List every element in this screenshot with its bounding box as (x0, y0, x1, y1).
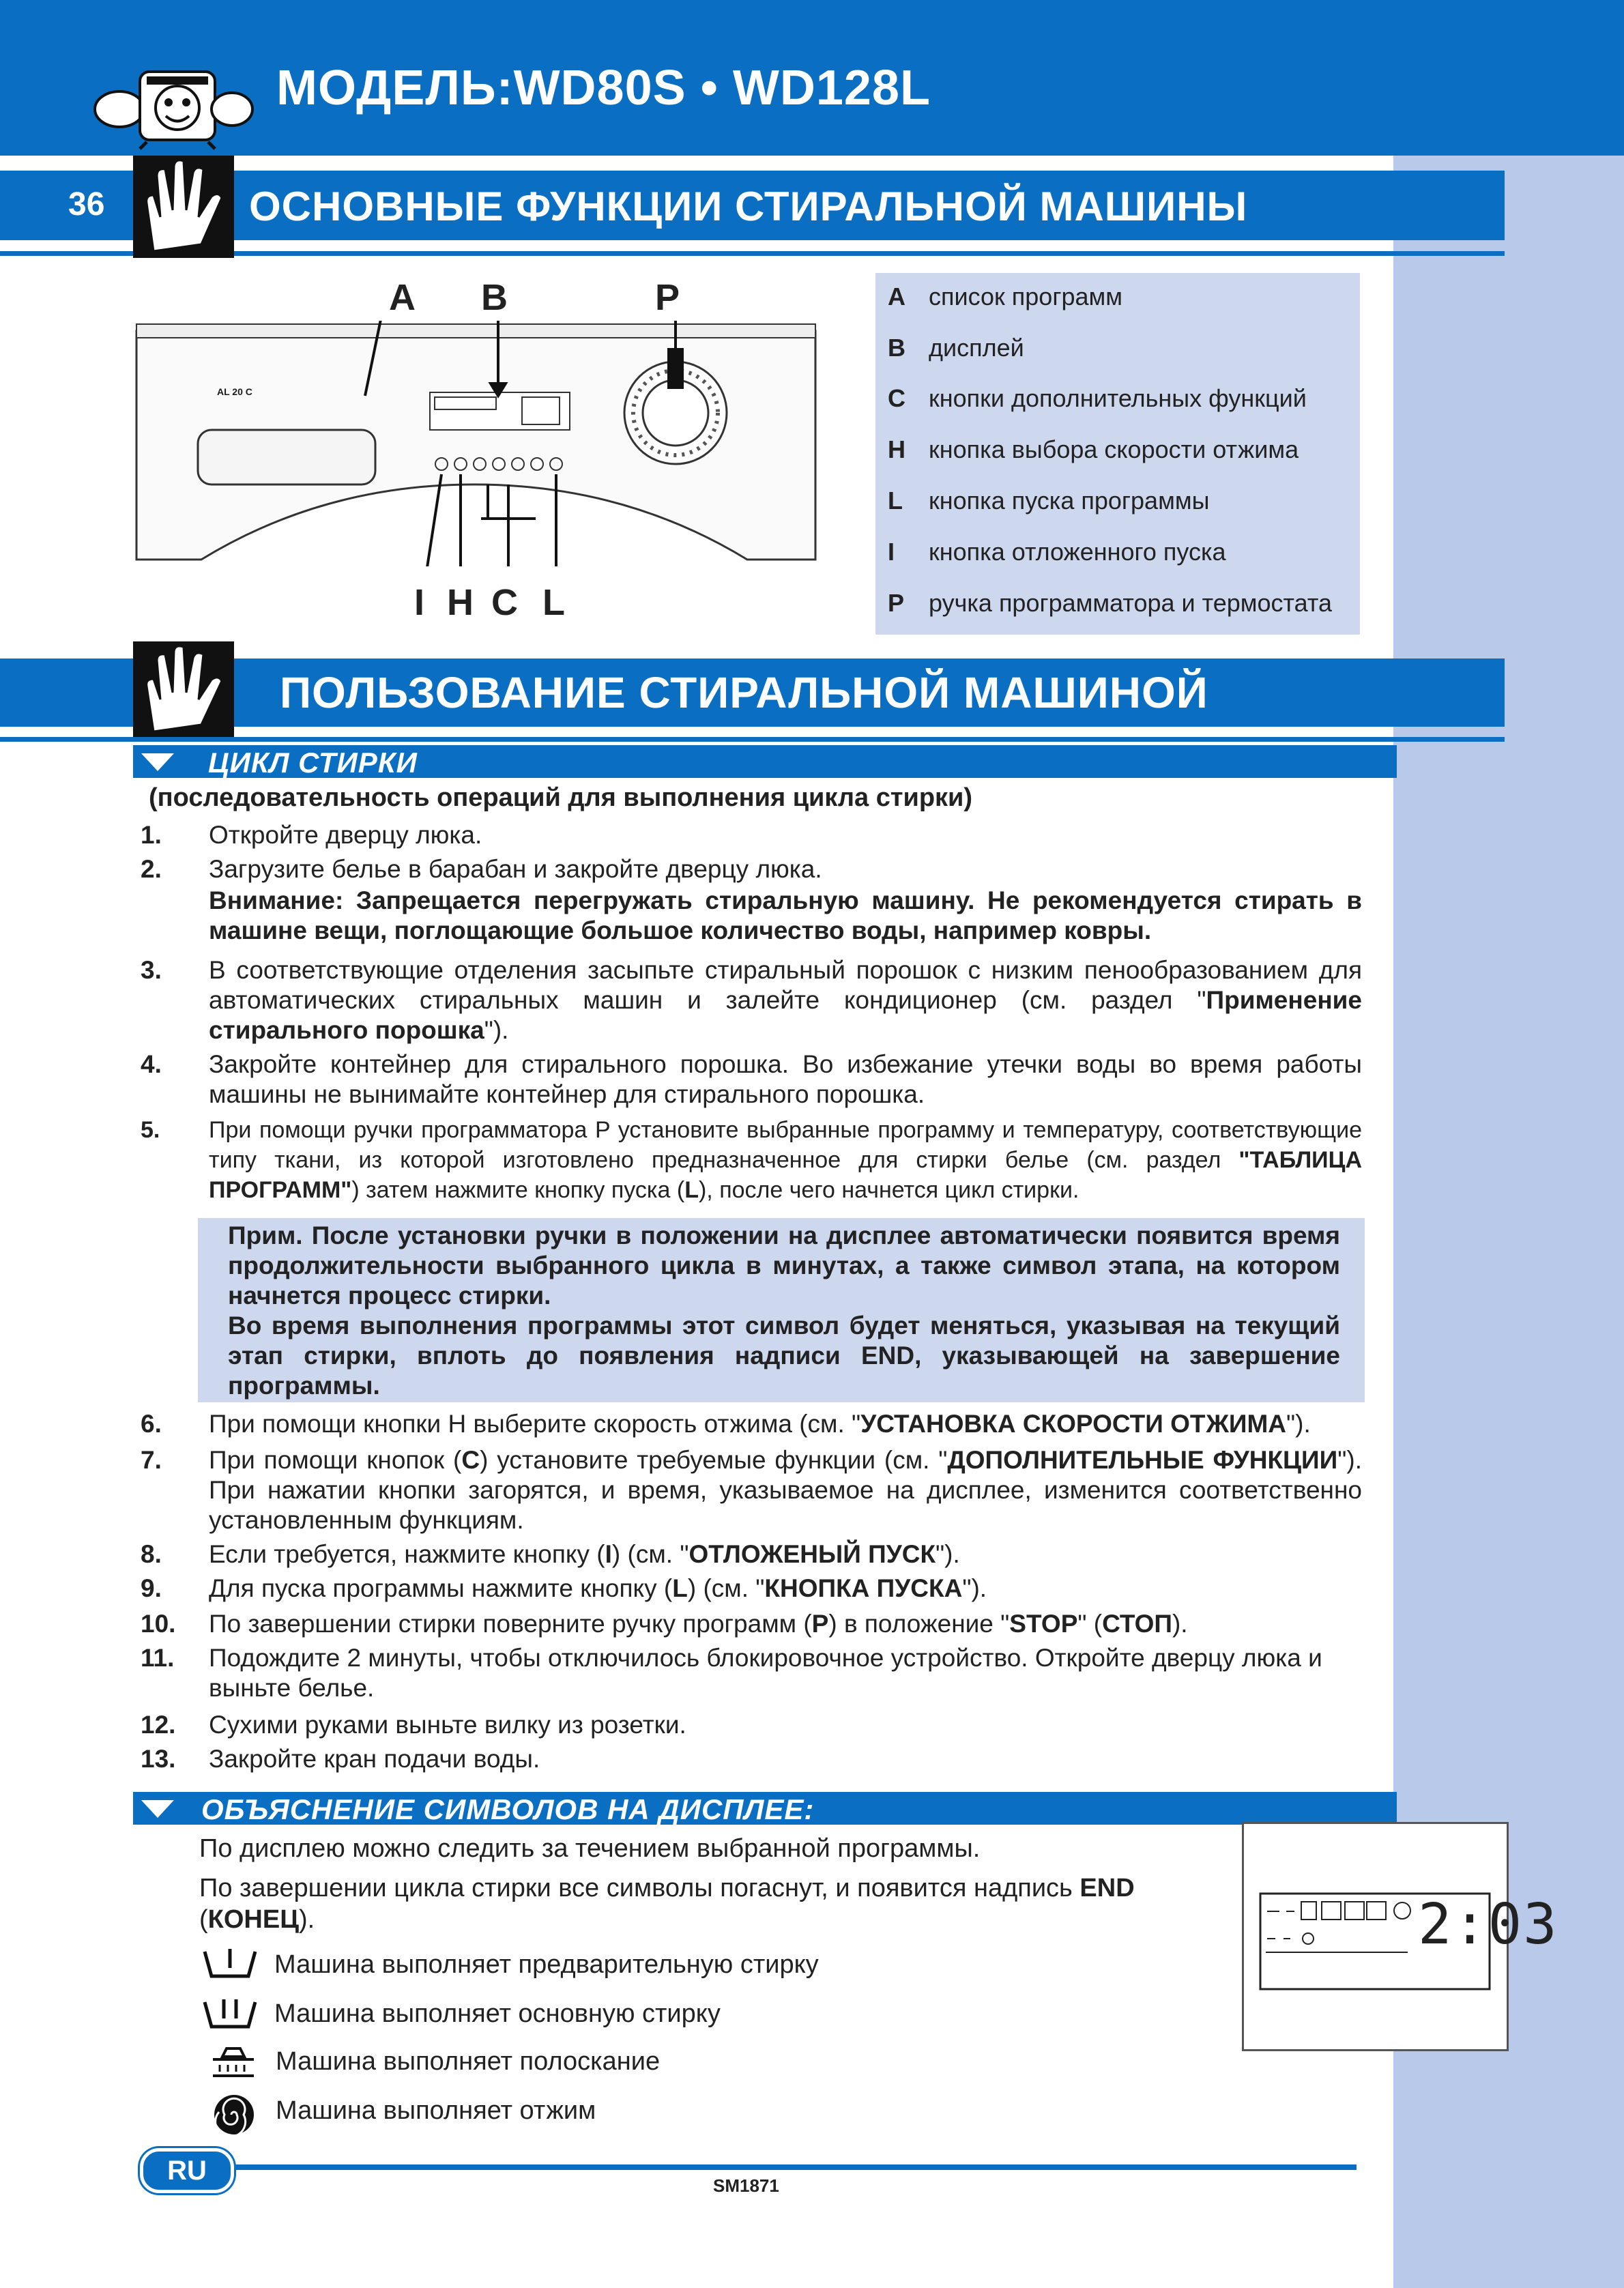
display-digits: 2:03 (1418, 1892, 1558, 1957)
section-underline (0, 737, 1505, 742)
list-item: 1. Откройте дверцу люка. (141, 821, 482, 849)
wash-cycle-subtitle: (последовательность операций для выполнения цикла стирки) (149, 783, 973, 812)
display-end-line: По завершении цикла стирки все символы погаснут, и появится надпись END (КОНЕЦ). (199, 1874, 1135, 1934)
display-intro-line: По дисплею можно следить за течением выбранной программы. (199, 1834, 981, 1863)
section-title-usage: ПОЛЬЗОВАНИЕ СТИРАЛЬНОЙ МАШИНОЙ (280, 668, 1208, 717)
list-item: 3. В соответствующие отделения засыпьте стиральный порошок с низким пенообразованием для автоматических стиральных машин и залейте кондиционер (см. раздел "Применение стирального порошка"). (141, 956, 1362, 1044)
model-title: МОДЕЛЬ:WD80S • WD128L (276, 61, 931, 115)
language-badge: RU (140, 2148, 234, 2193)
diagram-letter-l: L (542, 582, 565, 623)
rinse-description: Машина выполняет полоскание (276, 2047, 661, 2076)
legend-box: A список программ B дисплей C кнопки дополнительных функций H кнопка выбора скорости отжима L кнопка пуска программы I кнопка отложенного пуска P ручка программатора и термостата (875, 273, 1360, 635)
hand-icon (133, 156, 234, 258)
document-code: SM1871 (713, 2175, 779, 2196)
main-wash-description: Машина выполняет основную стирку (274, 1999, 721, 2028)
list-item: 12. Сухими руками выньте вилку из розетки. (141, 1711, 686, 1739)
hand-icon (133, 641, 234, 737)
triangle-down-icon (141, 753, 174, 771)
page-number: 36 (68, 186, 105, 222)
diagram-letter-i: I (414, 582, 425, 623)
list-item: 8. Если требуется, нажмите кнопку (I) (см. "ОТЛОЖЕНЫЙ ПУСК"). (141, 1540, 960, 1568)
spin-description: Машина выполняет отжим (276, 2096, 596, 2125)
subheader-display-symbols: ОБЪЯСНЕНИЕ СИМВОЛОВ НА ДИСПЛЕЕ: (133, 1792, 1397, 1825)
list-item: 2. Загрузите белье в барабан и закройте дверцу люка. (141, 855, 822, 883)
prewash-icon (199, 1946, 261, 1980)
list-item: 4. Закройте контейнер для стирального порошка. Во избежание утечки воды во время работы машины не вынимайте контейнер для стирального порошка. (141, 1050, 1362, 1108)
list-item: 6. При помощи кнопки H выберите скорость отжима (см. "УСТАНОВКА СКОРОСТИ ОТЖИМА"). (141, 1410, 1311, 1438)
rinse-icon (206, 2044, 261, 2079)
warning-text: Внимание: Запрещается перегружать стиральную машину. Не рекомендуется стирать в машине вещи, поглощающие большое количество воды, например ковры. (209, 886, 1362, 944)
mascot-washer-logo (92, 61, 256, 150)
list-item: 10. По завершении стирки поверните ручку программ (P) в положение "STOP" (СТОП). (141, 1610, 1188, 1638)
list-item: 9. Для пуска программы нажмите кнопку (L) (см. "КНОПКА ПУСКА"). (141, 1574, 987, 1602)
section-title-main-functions: ОСНОВНЫЕ ФУНКЦИИ СТИРАЛЬНОЙ МАШИНЫ (249, 184, 1248, 229)
note-box (198, 1218, 1365, 1402)
diagram-letter-h: H (447, 582, 474, 623)
display-illustration (1242, 1822, 1558, 2051)
note-paragraph: Во время выполнения программы этот символ будет меняться, указывая на текущий этап стирки, вплоть до появления надписи END, указывающей на завершение программы. (228, 1312, 1340, 1400)
list-item: 11. Подождите 2 минуты, чтобы отключилось блокировочное устройство. Откройте дверцу люка и выньте белье. (141, 1644, 1322, 1702)
diagram-letter-a: A (389, 277, 416, 318)
diagram-letter-c: C (491, 582, 518, 623)
note-paragraph: Прим. После установки ручки в положении на дисплее автоматически появится время продолжительности выбранного цикла в минутах, а также символ этапа, на котором начнется процесс стирки. (228, 1221, 1340, 1309)
control-panel-diagram (133, 321, 822, 566)
spin-icon (208, 2094, 260, 2136)
diagram-letter-p: P (655, 277, 680, 318)
list-item: 7. При помощи кнопок (C) установите требуемые функции (см. "ДОПОЛНИТЕЛЬНЫЕ ФУНКЦИИ"). При нажатии кнопки загорятся, и время, указываемое на дисплее, изменится соответственно установленным функциям. (141, 1446, 1362, 1534)
subheader-wash-cycle: ЦИКЛ СТИРКИ (133, 745, 1397, 778)
footer-line (140, 2164, 1357, 2170)
list-item: 5. При помощи ручки программатора P установите выбранные программу и температуру, соответствующие типу ткани, из которой изготовлено предназначенное для стирки белье (см. раздел "ТАБЛИЦА ПРОГРАММ") затем нажмите кнопку пуска (L), после чего начнется цикл стирки. (141, 1117, 1362, 1203)
triangle-down-icon (141, 1800, 174, 1818)
diagram-letter-b: B (481, 277, 508, 318)
panel-model-label: AL 20 C (217, 386, 252, 397)
main-wash-icon (199, 1997, 261, 2031)
prewash-description: Машина выполняет предварительную стирку (274, 1950, 819, 1979)
list-item: 13. Закройте кран подачи воды. (141, 1745, 540, 1773)
